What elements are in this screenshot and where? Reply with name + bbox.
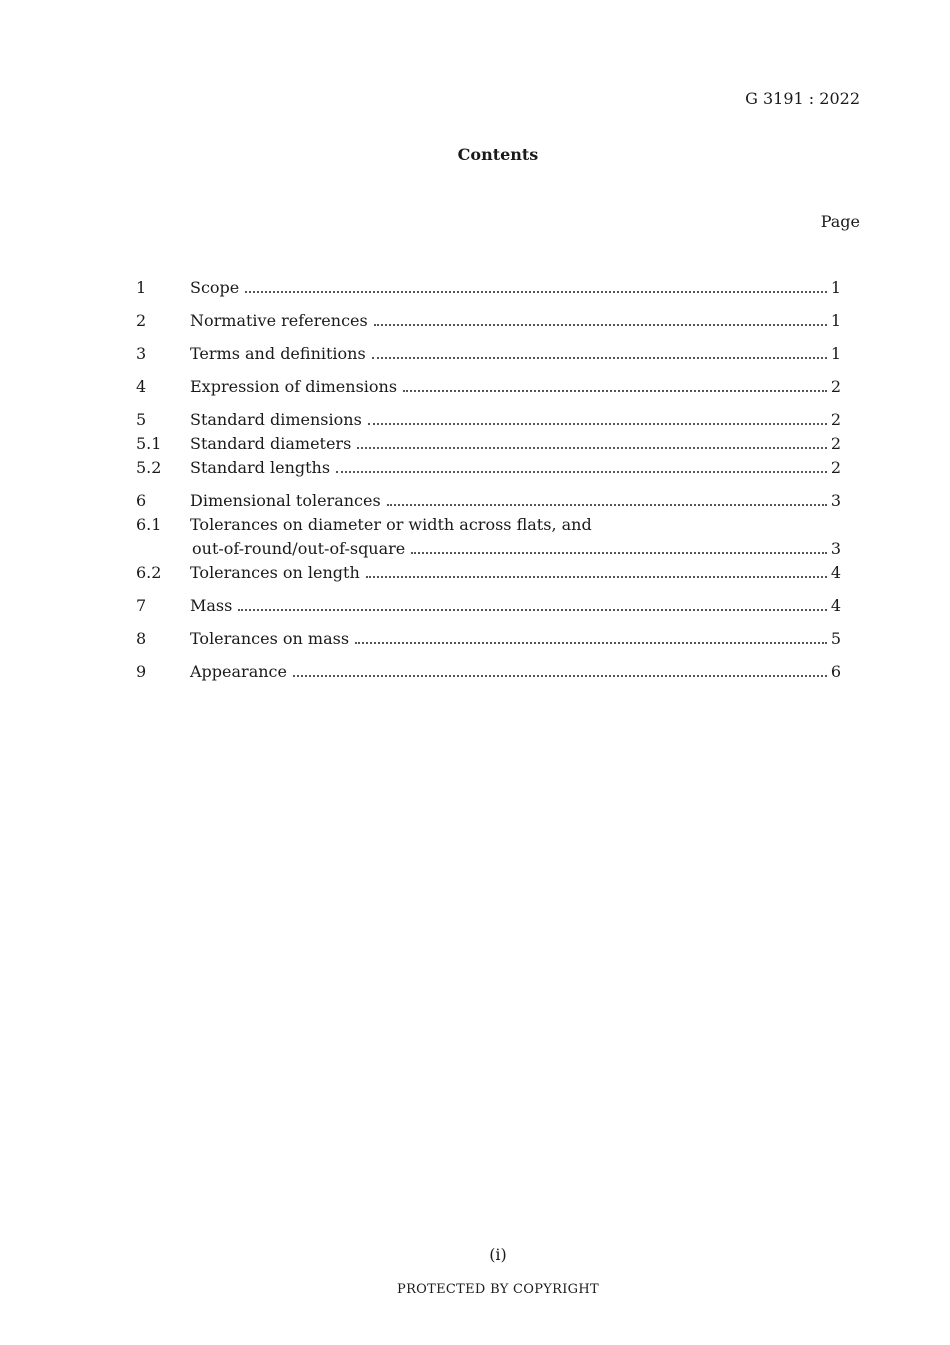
leader-dots (411, 551, 827, 554)
toc-label: Appearance (190, 662, 287, 681)
toc-label: Tolerances on length (190, 563, 360, 582)
toc-entry-3[interactable] (136, 344, 841, 368)
toc-number: 5.2 (136, 458, 162, 477)
leader-dots (387, 503, 827, 506)
toc-label: Scope (190, 278, 240, 297)
toc-entry-7[interactable] (136, 596, 841, 620)
toc-number: 4 (136, 377, 147, 396)
leader-dots (366, 575, 827, 578)
toc-label: Standard dimensions (190, 410, 362, 429)
toc-number: 2 (136, 311, 147, 330)
toc-entry-4[interactable] (136, 377, 841, 401)
leader-dots (357, 446, 827, 449)
toc-entry-6-1[interactable] (136, 515, 841, 539)
toc-number: 6 (136, 491, 147, 510)
toc-page: 2 (830, 458, 841, 477)
toc-label: out-of-round/out-of-square (192, 539, 406, 558)
toc-page: 6 (830, 662, 841, 681)
toc-page: 3 (830, 539, 841, 558)
toc-number: 7 (136, 596, 147, 615)
toc-page: 4 (830, 563, 841, 582)
toc-label: Mass (190, 596, 233, 615)
page-title: Contents (457, 145, 539, 164)
toc-page: 5 (830, 629, 841, 648)
toc-entry-5-2[interactable] (136, 458, 841, 482)
leader-dots (355, 641, 827, 644)
toc-entry-1[interactable] (136, 278, 841, 302)
toc-label: Normative references (190, 311, 368, 330)
leader-dots (403, 389, 827, 392)
toc-number: 3 (136, 344, 147, 363)
toc-number: 5.1 (136, 434, 162, 453)
page-number: (i) (489, 1245, 507, 1264)
toc-label: Dimensional tolerances (190, 491, 381, 510)
toc-label: Tolerances on diameter or width across flats, and (190, 515, 592, 534)
toc-number: 1 (136, 278, 147, 297)
toc-label: Expression of dimensions (190, 377, 398, 396)
toc-label: Terms and definitions (190, 344, 366, 363)
toc-label: Standard diameters (190, 434, 352, 453)
toc-page: 1 (830, 344, 841, 363)
toc-number: 6.1 (136, 515, 162, 534)
toc-number: 8 (136, 629, 147, 648)
toc-number: 6.2 (136, 563, 162, 582)
leader-dots (293, 674, 827, 677)
toc-entry-9[interactable] (136, 662, 841, 686)
toc-page: 2 (830, 434, 841, 453)
toc-entry-2[interactable] (136, 311, 841, 335)
toc-entry-8[interactable] (136, 629, 841, 653)
leader-dots (372, 356, 827, 359)
toc-entry-5[interactable] (136, 410, 841, 434)
leader-dots (336, 470, 827, 473)
copyright-notice: PROTECTED BY COPYRIGHT (397, 1282, 599, 1297)
leader-dots (245, 290, 827, 293)
leader-dots (238, 608, 826, 611)
document-id: G 3191 : 2022 (745, 89, 860, 108)
toc-number: 9 (136, 662, 147, 681)
toc-page: 3 (830, 491, 841, 510)
table-of-contents (136, 278, 841, 686)
page-column-label: Page (820, 212, 860, 231)
leader-dots (374, 323, 827, 326)
toc-page: 2 (830, 410, 841, 429)
toc-page: 4 (830, 596, 841, 615)
toc-entry-6[interactable] (136, 491, 841, 515)
leader-dots (368, 422, 827, 425)
toc-entry-5-1[interactable] (136, 434, 841, 458)
toc-page: 2 (830, 377, 841, 396)
toc-entry-6-2[interactable] (136, 563, 841, 587)
toc-label: Standard lengths (190, 458, 331, 477)
toc-number: 5 (136, 410, 147, 429)
toc-page: 1 (830, 278, 841, 297)
toc-label: Tolerances on mass (190, 629, 350, 648)
toc-entry-6-1-continued[interactable] (136, 539, 841, 563)
toc-page: 1 (830, 311, 841, 330)
